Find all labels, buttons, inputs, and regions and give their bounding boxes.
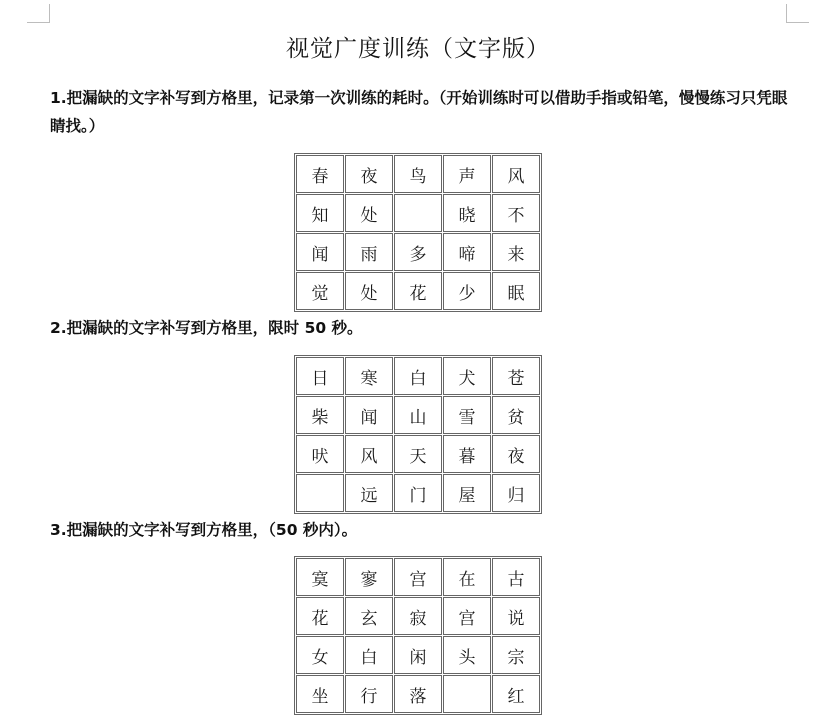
grid-cell: 花 (394, 272, 442, 310)
grid-row (296, 675, 540, 713)
grid-cell: 贫 (492, 396, 540, 434)
grid-cell: 红 (492, 675, 540, 713)
page-corner-mark-right (786, 4, 809, 23)
grid-cell: 苍 (492, 357, 540, 395)
grid-cell: 寞 (296, 558, 344, 596)
grid-cell: 啼 (443, 233, 491, 271)
grid-row (296, 396, 540, 434)
grid-cell: 归 (492, 474, 540, 512)
grid-cell: 闻 (296, 233, 344, 271)
grid-row (296, 272, 540, 310)
grid-cell: 吠 (296, 435, 344, 473)
blank-cell[interactable] (394, 194, 442, 232)
grid-cell: 寂 (394, 597, 442, 635)
document-title: 视觉广度训练（文字版） (286, 36, 550, 62)
grid-cell: 风 (345, 435, 393, 473)
grid-cell: 花 (296, 597, 344, 635)
grid-cell: 说 (492, 597, 540, 635)
grid-cell: 知 (296, 194, 344, 232)
grid-cell: 坐 (296, 675, 344, 713)
grid-cell: 落 (394, 675, 442, 713)
grid-cell: 寥 (345, 558, 393, 596)
character-grid-1 (294, 153, 542, 312)
grid-cell: 远 (345, 474, 393, 512)
grid-row (296, 155, 540, 193)
instruction-1: 1.把漏缺的文字补写到方格里，记录第一次训练的耗时。（开始训练时可以借助手指或铅笔，慢慢练习只凭眼睛找。） (50, 89, 788, 135)
grid-row (296, 474, 540, 512)
grid-cell: 声 (443, 155, 491, 193)
grid-cell: 鸟 (394, 155, 442, 193)
character-grid-2 (294, 355, 542, 514)
grid-cell: 雪 (443, 396, 491, 434)
grid-cell: 少 (443, 272, 491, 310)
grid-row (296, 357, 540, 395)
grid-row (296, 435, 540, 473)
grid-row (296, 233, 540, 271)
grid-cell: 春 (296, 155, 344, 193)
grid-cell: 古 (492, 558, 540, 596)
grid-cell: 门 (394, 474, 442, 512)
grid-row (296, 636, 540, 674)
grid-cell: 来 (492, 233, 540, 271)
grid-cell: 处 (345, 194, 393, 232)
grid-cell: 柴 (296, 396, 344, 434)
grid-cell: 夜 (492, 435, 540, 473)
grid-cell: 暮 (443, 435, 491, 473)
grid-cell: 白 (345, 636, 393, 674)
grid-cell: 不 (492, 194, 540, 232)
grid-cell: 眠 (492, 272, 540, 310)
grid-cell: 雨 (345, 233, 393, 271)
grid-cell: 在 (443, 558, 491, 596)
grid-cell: 风 (492, 155, 540, 193)
grid-cell: 女 (296, 636, 344, 674)
grid-cell: 犬 (443, 357, 491, 395)
page-corner-mark-left (27, 4, 50, 23)
grid-cell: 天 (394, 435, 442, 473)
grid-cell: 闲 (394, 636, 442, 674)
grid-cell: 夜 (345, 155, 393, 193)
grid-cell: 宗 (492, 636, 540, 674)
grid-cell: 山 (394, 396, 442, 434)
grid-row (296, 194, 540, 232)
grid-cell: 玄 (345, 597, 393, 635)
grid-cell: 日 (296, 357, 344, 395)
grid-cell: 宫 (394, 558, 442, 596)
grid-cell: 白 (394, 357, 442, 395)
grid-row (296, 597, 540, 635)
instruction-2: 2.把漏缺的文字补写到方格里，限时 50 秒。 (50, 319, 363, 337)
grid-cell: 宫 (443, 597, 491, 635)
grid-cell: 觉 (296, 272, 344, 310)
grid-cell: 闻 (345, 396, 393, 434)
grid-cell: 寒 (345, 357, 393, 395)
grid-row (296, 558, 540, 596)
character-grid-3 (294, 556, 542, 715)
instruction-3: 3.把漏缺的文字补写到方格里，（50 秒内）。 (50, 521, 358, 539)
grid-cell: 屋 (443, 474, 491, 512)
grid-cell: 头 (443, 636, 491, 674)
grid-cell: 多 (394, 233, 442, 271)
blank-cell[interactable] (296, 474, 344, 512)
grid-cell: 处 (345, 272, 393, 310)
grid-cell: 行 (345, 675, 393, 713)
blank-cell[interactable] (443, 675, 491, 713)
grid-cell: 晓 (443, 194, 491, 232)
